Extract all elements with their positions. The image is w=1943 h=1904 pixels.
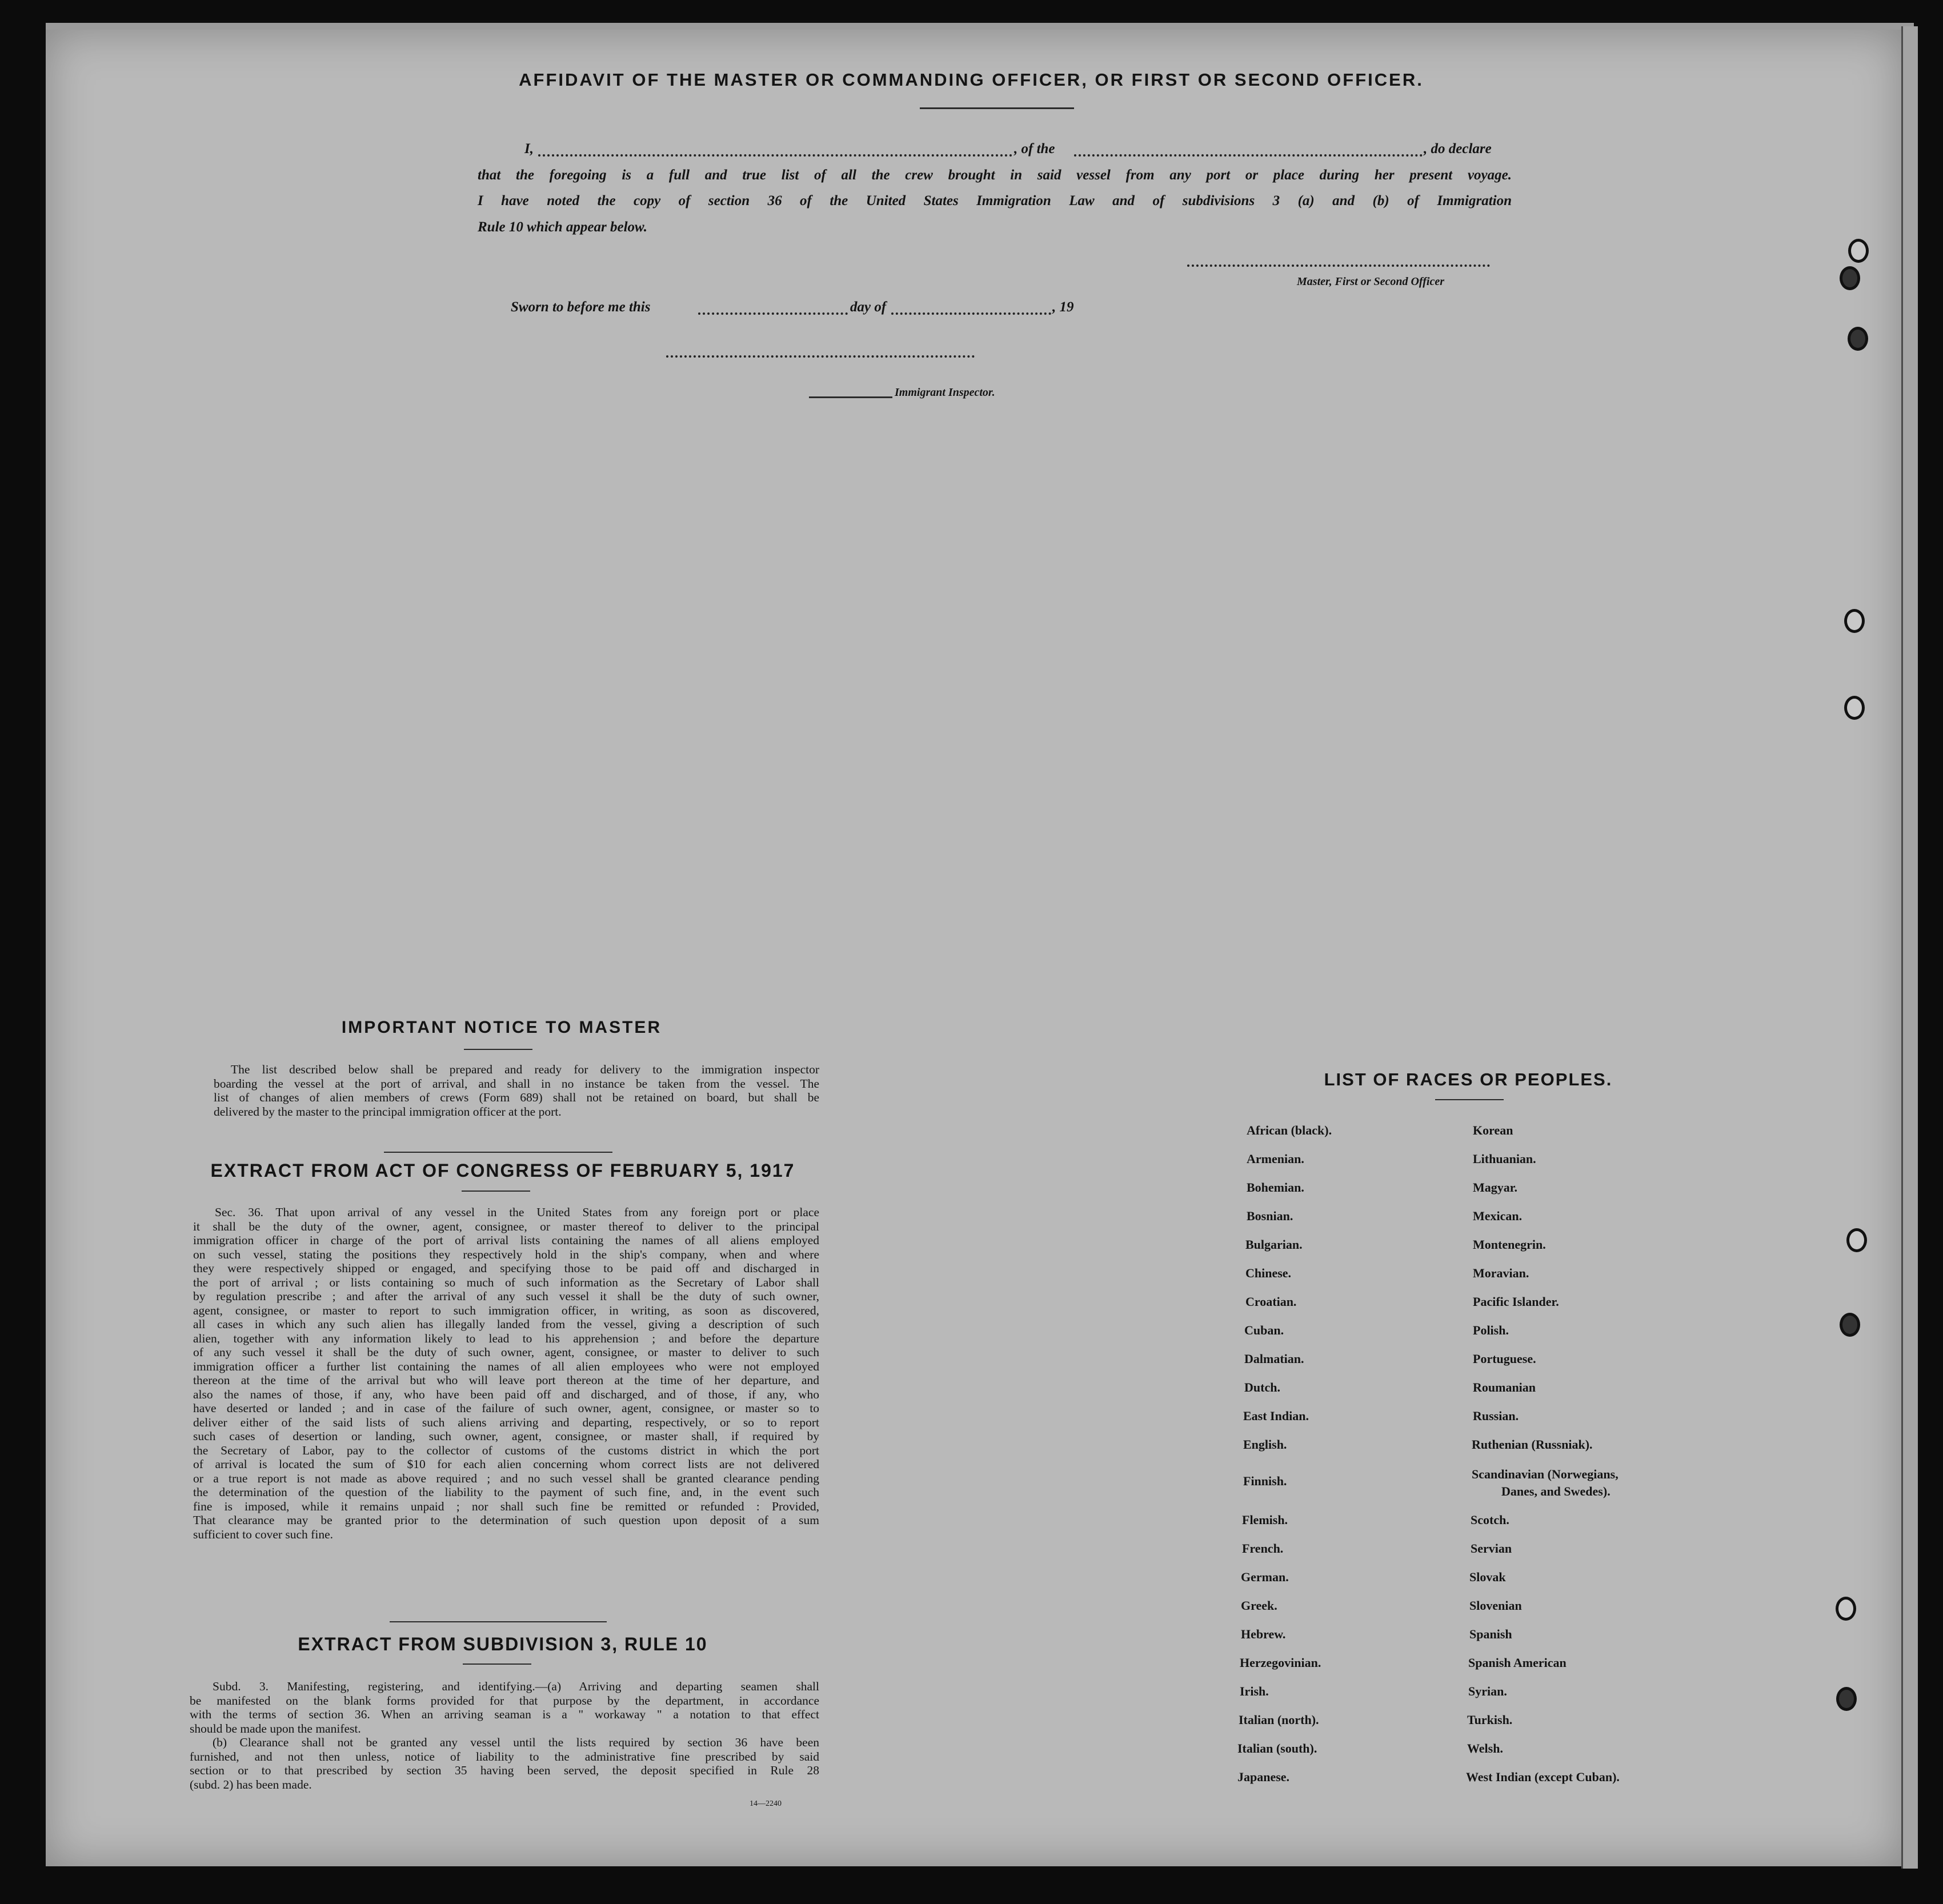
race-item: Portuguese. — [1473, 1352, 1536, 1366]
race-item: Slovenian — [1469, 1598, 1522, 1613]
act-line: That clearance may be granted prior to the determination of such question upon deposit of a sum — [193, 1513, 819, 1527]
act-line: have deserted or landed ; and in case of the failure of such owner, agent, consignee, or master so to — [193, 1401, 819, 1415]
divider — [920, 107, 1074, 109]
divider — [463, 1664, 531, 1665]
race-item: West Indian (except Cuban). — [1466, 1770, 1620, 1784]
sworn-label: Sworn to before me this — [511, 299, 651, 315]
act-line: of arrival is located the sum of $10 for each alien concerning whom correct lists are not delivered — [193, 1457, 819, 1471]
race-item: Pacific Islander. — [1473, 1294, 1559, 1309]
race-item: German. — [1241, 1570, 1289, 1584]
manifest-page — [46, 30, 1902, 1866]
binder-hole-icon — [1844, 609, 1865, 633]
act-line: the port of arrival ; or lists containing so much of such information as the Secretary of Labor shall — [193, 1275, 819, 1289]
divider — [384, 1152, 612, 1153]
race-item: Bohemian. — [1247, 1180, 1304, 1194]
act-line: or a true report is not made as above required ; and no such vessel shall be granted clearance pending — [193, 1471, 819, 1485]
binder-hole-icon — [1846, 1228, 1867, 1252]
act-line: by regulation prescribe ; and after the arrival of any such vessel it shall be the duty of such owner, — [193, 1289, 819, 1303]
divider — [1435, 1099, 1504, 1100]
act-line: on such vessel, stating the positions they respectively hold in the ship's company, when and where — [193, 1247, 819, 1261]
race-item: Welsh. — [1467, 1741, 1503, 1755]
race-item: Mexican. — [1473, 1209, 1523, 1223]
race-item: Flemish. — [1242, 1513, 1288, 1527]
race-item: Italian (north). — [1239, 1713, 1319, 1727]
rule-extract-body — [190, 1679, 819, 1791]
affidavit-body-line: I have noted the copy of section 36 of the United States Immigration Law and of subdivisions 3 (a) and (b) of Immigration — [478, 193, 1512, 209]
rule-line: section or to that prescribed by section 35 having been served, the deposit specified in Rule 28 — [190, 1763, 819, 1777]
act-line: thereon at the time of the arrival but who will leave port thereon at the time of her departure, and — [193, 1373, 819, 1387]
rule-extract-heading: EXTRACT FROM SUBDIVISION 3, RULE 10 — [298, 1634, 708, 1654]
race-item: Roumanian — [1473, 1380, 1536, 1394]
act-line: such cases of desertion or landing, such owner, agent, consignee, or master shall, if required by — [193, 1429, 819, 1443]
act-line: the Secretary of Labor, pay to the collector of customs of the customs district in which the port — [193, 1443, 819, 1457]
year-label: , 19 — [1052, 299, 1074, 315]
race-item: Turkish. — [1467, 1713, 1513, 1727]
race-item: Greek. — [1241, 1598, 1277, 1613]
race-item: Scandinavian (Norwegians, — [1472, 1467, 1619, 1481]
notice-heading: IMPORTANT NOTICE TO MASTER — [341, 1018, 662, 1037]
binder-hole-icon — [1836, 1597, 1856, 1621]
race-item: Servian — [1471, 1541, 1512, 1556]
binder-hole-icon — [1840, 266, 1860, 290]
race-item: Bosnian. — [1247, 1209, 1293, 1223]
sworn-date-blank — [698, 312, 848, 315]
race-item: Montenegrin. — [1473, 1237, 1546, 1252]
master-signature-line — [1187, 264, 1490, 267]
act-line: of any such vessel it shall be the duty of such owner, agent, consignee, or master to deliver to such — [193, 1345, 819, 1359]
race-item: Chinese. — [1245, 1266, 1292, 1280]
act-extract-heading: EXTRACT FROM ACT OF CONGRESS OF FEBRUARY 5, 1917 — [210, 1160, 795, 1181]
name-blank-line — [538, 154, 1012, 157]
act-line: Sec. 36. That upon arrival of any vessel in the United States from any foreign port or place — [215, 1205, 819, 1219]
race-item: Russian. — [1473, 1409, 1519, 1423]
race-item: Spanish American — [1468, 1656, 1567, 1670]
race-item: Armenian. — [1247, 1152, 1304, 1166]
rule-line: (subd. 2) has been made. — [190, 1777, 312, 1791]
affidavit-of-the-label: , of the — [1014, 141, 1055, 157]
race-item: Syrian. — [1468, 1684, 1507, 1698]
race-item: East Indian. — [1243, 1409, 1309, 1423]
race-item: Dalmatian. — [1244, 1352, 1304, 1366]
affidavit-body-line: Rule 10 which appear below. — [478, 219, 648, 235]
act-line: immigration officer in charge of the port of arrival lists containing the names of all aliens employed — [193, 1233, 819, 1247]
rule-line: be manifested on the blank forms provided for that purpose by the department, in accordance — [190, 1693, 819, 1707]
race-item: Finnish. — [1243, 1474, 1287, 1488]
act-line: it shall be the duty of the owner, agent, consignee, or master thereof to deliver to the principal — [193, 1219, 819, 1233]
race-item: Hebrew. — [1241, 1627, 1286, 1641]
divider — [462, 1190, 530, 1192]
affidavit-body-line: that the foregoing is a full and true list of all the crew brought in said vessel from any port or place during her present voyage. — [478, 167, 1512, 183]
act-line: deliver either of the said lists of such aliens arriving and departing, respectively, or so to report — [193, 1415, 819, 1429]
race-item: Magyar. — [1473, 1180, 1518, 1194]
race-item: Irish. — [1240, 1684, 1269, 1698]
race-item: Polish. — [1473, 1323, 1509, 1337]
form-number: 14—2240 — [750, 1799, 782, 1808]
race-item: Japanese. — [1237, 1770, 1290, 1784]
act-line: immigration officer a further list containing the names of all alien employees who were not employed — [193, 1359, 819, 1373]
race-item: Bulgarian. — [1245, 1237, 1303, 1252]
race-item: Cuban. — [1244, 1323, 1284, 1337]
act-line: the determination of the question of the liability to the payment of such fine, and, in the event such — [193, 1485, 819, 1499]
divider — [390, 1621, 607, 1622]
race-item: Croatian. — [1245, 1294, 1297, 1309]
act-line: also the names of those, if any, who have been paid off and discharged, and of those, if any, who — [193, 1387, 819, 1401]
race-item: Slovak — [1469, 1570, 1506, 1584]
affidavit-declare-label: , do declare — [1424, 141, 1492, 157]
race-item: Lithuanian. — [1473, 1152, 1536, 1166]
act-line: sufficient to cover such fine. — [193, 1527, 333, 1541]
race-item: Scotch. — [1471, 1513, 1509, 1527]
act-line: alien, together with any information likely to lead to his apprehension ; and before the departure — [193, 1331, 819, 1345]
notice-line: boarding the vessel at the port of arrival, and shall in no instance be taken from the vessel. The — [214, 1076, 819, 1091]
inspector-label: Immigrant Inspector. — [895, 386, 995, 399]
binder-hole-icon — [1836, 1687, 1857, 1711]
affidavit-i-label: I, — [524, 141, 534, 157]
binder-hole-icon — [1844, 696, 1865, 720]
binder-hole-icon — [1848, 327, 1868, 351]
race-item: Italian (south). — [1237, 1741, 1317, 1755]
race-item: English. — [1243, 1437, 1287, 1452]
vessel-blank-line — [1074, 154, 1423, 157]
inspector-signature-line — [666, 355, 975, 358]
inspector-dash — [809, 396, 892, 398]
race-item: Moravian. — [1473, 1266, 1529, 1280]
rule-line: should be made upon the manifest. — [190, 1721, 361, 1735]
race-item: African (black). — [1247, 1123, 1332, 1137]
race-item: Herzegovinian. — [1240, 1656, 1321, 1670]
notice-line: list of changes of alien members of crews (Form 689) shall not be retained on board, but shall be — [214, 1091, 819, 1104]
race-item: French. — [1242, 1541, 1284, 1556]
act-extract-body — [193, 1205, 819, 1541]
act-line: agent, consignee, or master to report to such immigration officer, in writing, as soon as discovered, — [193, 1303, 819, 1317]
rule-line: with the terms of section 36. When an arriving seaman is a " workaway " a notation to that effect — [190, 1707, 819, 1721]
act-line: they were respectively shipped or engaged, and specifying those to be paid off and discharged in — [193, 1261, 819, 1275]
rule-line: (b) Clearance shall not be granted any vessel until the lists required by section 36 have been — [213, 1735, 819, 1749]
binder-hole-icon — [1840, 1313, 1860, 1337]
act-line: fine is imposed, while it remains unpaid ; nor shall such fine be remitted or refunded : Provided, — [193, 1499, 819, 1513]
race-item: Ruthenian (Russniak). — [1472, 1437, 1593, 1452]
rule-line: Subd. 3. Manifesting, registering, and identifying.—(a) Arriving and departing seamen shall — [213, 1679, 819, 1693]
race-item: Dutch. — [1244, 1380, 1280, 1394]
divider — [464, 1049, 532, 1050]
notice-line: The list described below shall be prepared and ready for delivery to the immigration inspector — [231, 1063, 819, 1076]
affidavit-heading: AFFIDAVIT OF THE MASTER OR COMMANDING OFFICER, OR FIRST OR SECOND OFFICER. — [519, 70, 1424, 90]
race-item: Korean — [1473, 1123, 1513, 1137]
act-line: all cases in which any such alien has illegally landed from the vessel, giving a description of such — [193, 1317, 819, 1331]
races-heading: LIST OF RACES OR PEOPLES. — [1324, 1069, 1613, 1089]
notice-line: delivered by the master to the principal immigration officer at the port. — [214, 1104, 562, 1119]
month-blank — [891, 312, 1051, 315]
race-item: Spanish — [1469, 1627, 1512, 1641]
race-item: Danes, and Swedes). — [1501, 1484, 1611, 1498]
binder-hole-icon — [1848, 239, 1869, 263]
rule-line: furnished, and not then unless, notice of liability to the administrative fine prescribed by said — [190, 1749, 819, 1763]
notice-body — [214, 1063, 819, 1119]
master-signature-label: Master, First or Second Officer — [1297, 275, 1444, 288]
page-right-edge — [1901, 26, 1918, 1869]
day-of-label: day of — [850, 299, 887, 315]
